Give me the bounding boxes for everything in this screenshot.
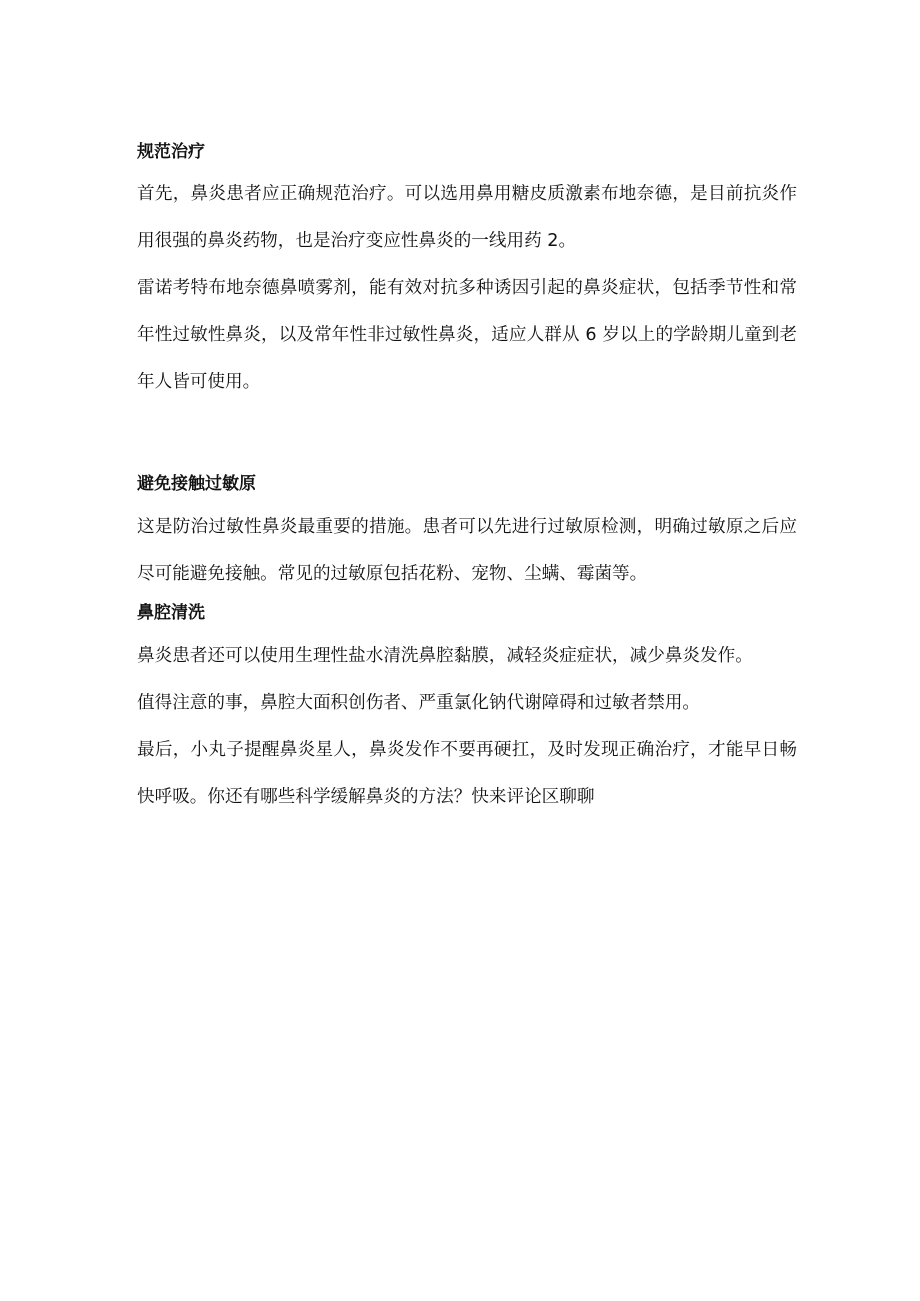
paragraph: 鼻炎患者还可以使用生理性盐水清洗鼻腔黏膜，减轻炎症症状，减少鼻炎发作。 bbox=[137, 646, 753, 666]
paragraph: 这是防治过敏性鼻炎最重要的措施。患者可以先进行过敏原检测，明确过敏原之后应尽可能避免接触。常见的过敏原包括花粉、宠物、尘螨、霉菌等。 bbox=[137, 517, 797, 584]
paragraph: 首先，鼻炎患者应正确规范治疗。可以选用鼻用糖皮质激素布地奈德，是目前抗炎作用很强的鼻炎药物，也是治疗变应性鼻炎的一线用药 2。 bbox=[137, 184, 797, 251]
section-avoid-allergens bbox=[137, 469, 797, 598]
section-nasal-irrigation bbox=[137, 598, 797, 821]
section-heading: 避免接触过敏原 bbox=[137, 474, 256, 494]
section-heading: 规范治疗 bbox=[137, 142, 205, 162]
article-body bbox=[137, 137, 797, 821]
section-standard-treatment bbox=[137, 137, 797, 406]
section-heading: 鼻腔清洗 bbox=[137, 603, 205, 623]
paragraph: 值得注意的事，鼻腔大面积创伤者、严重氯化钠代谢障碍和过敏者禁用。 bbox=[137, 693, 701, 713]
paragraph: 最后，小丸子提醒鼻炎星人，鼻炎发作不要再硬扛，及时发现正确治疗，才能早日畅快呼吸。你还有哪些科学缓解鼻炎的方法？快来评论区聊聊 bbox=[137, 740, 797, 807]
section-spacer bbox=[137, 406, 797, 469]
paragraph: 雷诺考特布地奈德鼻喷雾剂，能有效对抗多种诱因引起的鼻炎症状，包括季节性和常年性过敏性鼻炎，以及常年性非过敏性鼻炎，适应人群从 6 岁以上的学龄期儿童到老年人皆可使用。 bbox=[137, 278, 797, 392]
